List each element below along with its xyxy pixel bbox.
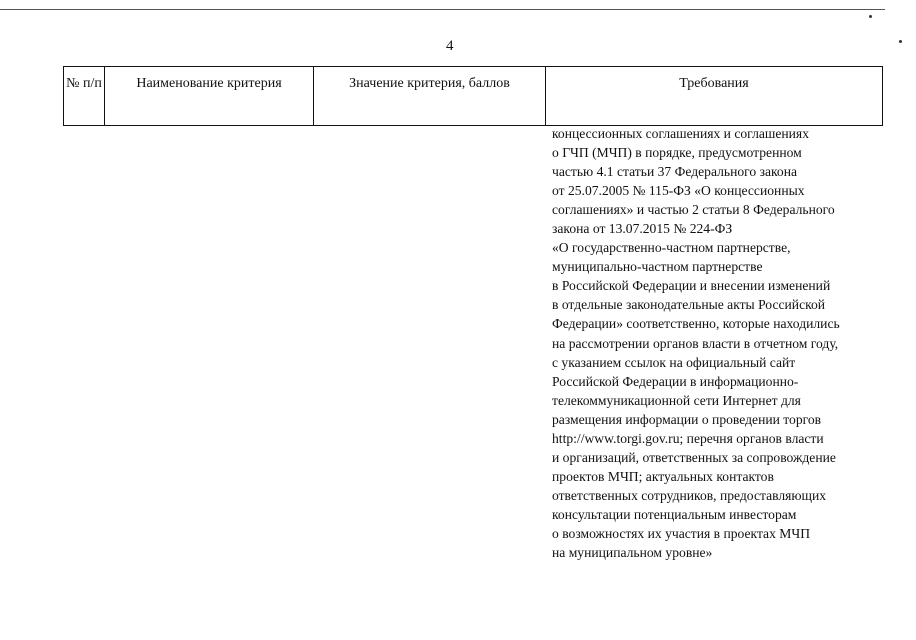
requirements-line: «О государственно-частном партнерстве, (552, 240, 791, 256)
header-requirements-label: Требования (679, 76, 749, 91)
header-cell-name (105, 67, 314, 126)
requirements-line: с указанием ссылок на официальный сайт (552, 354, 796, 370)
requirements-line: о возможностях их участия в проектах МЧП (552, 525, 811, 541)
page-top-rule (0, 9, 885, 10)
requirements-line: телекоммуникационной сети Интернет для (552, 392, 801, 408)
header-value-label: Значение критерия, баллов (349, 76, 510, 91)
requirements-line: проектов МЧП; актуальных контактов (552, 468, 774, 484)
requirements-text (552, 124, 887, 562)
header-cell-value (314, 67, 546, 126)
requirements-line: в Российской Федерации и внесении изменений (552, 278, 831, 294)
requirements-line: Российской Федерации в информационно- (552, 373, 799, 389)
requirements-line: на муниципальном уровне» (552, 545, 713, 561)
header-num-label: № п/п (66, 76, 102, 91)
requirements-line: концессионных соглашениях и соглашениях (552, 126, 809, 141)
requirements-line: закона от 13.07.2015 № 224-ФЗ (552, 221, 733, 237)
requirements-line: http://www.torgi.gov.ru; перечня органов власти (552, 430, 824, 446)
scan-artifact (869, 15, 872, 18)
header-cell-requirements (546, 67, 883, 126)
requirements-line: ответственных сотрудников, предоставляющих (552, 487, 827, 503)
requirements-line: и организаций, ответственных за сопровождение (552, 449, 836, 465)
requirements-line: муниципально-частном партнерстве (552, 259, 763, 275)
requirements-line: размещения информации о проведении торгов (552, 411, 822, 427)
requirements-line: в отдельные законодательные акты Российской (552, 297, 826, 313)
criteria-table (63, 66, 883, 126)
requirements-line: о ГЧП (МЧП) в порядке, предусмотренном (552, 145, 802, 161)
requirements-line: на рассмотрении органов власти в отчетном году, (552, 335, 839, 351)
page-number: 4 (446, 38, 454, 54)
header-cell-num (64, 67, 105, 126)
requirements-line: от 25.07.2005 № 115-ФЗ «О концессионных (552, 183, 805, 199)
requirements-line: Федерации» соответственно, которые находились (552, 316, 840, 332)
requirements-line: консультации потенциальным инвесторам (552, 506, 797, 522)
requirements-line: соглашениях» и частью 2 статьи 8 Федерального (552, 202, 835, 218)
requirements-line: частью 4.1 статьи 37 Федерального закона (552, 164, 798, 180)
scan-artifact (899, 40, 902, 43)
table-header-row (64, 67, 883, 126)
header-name-label: Наименование критерия (136, 76, 282, 91)
